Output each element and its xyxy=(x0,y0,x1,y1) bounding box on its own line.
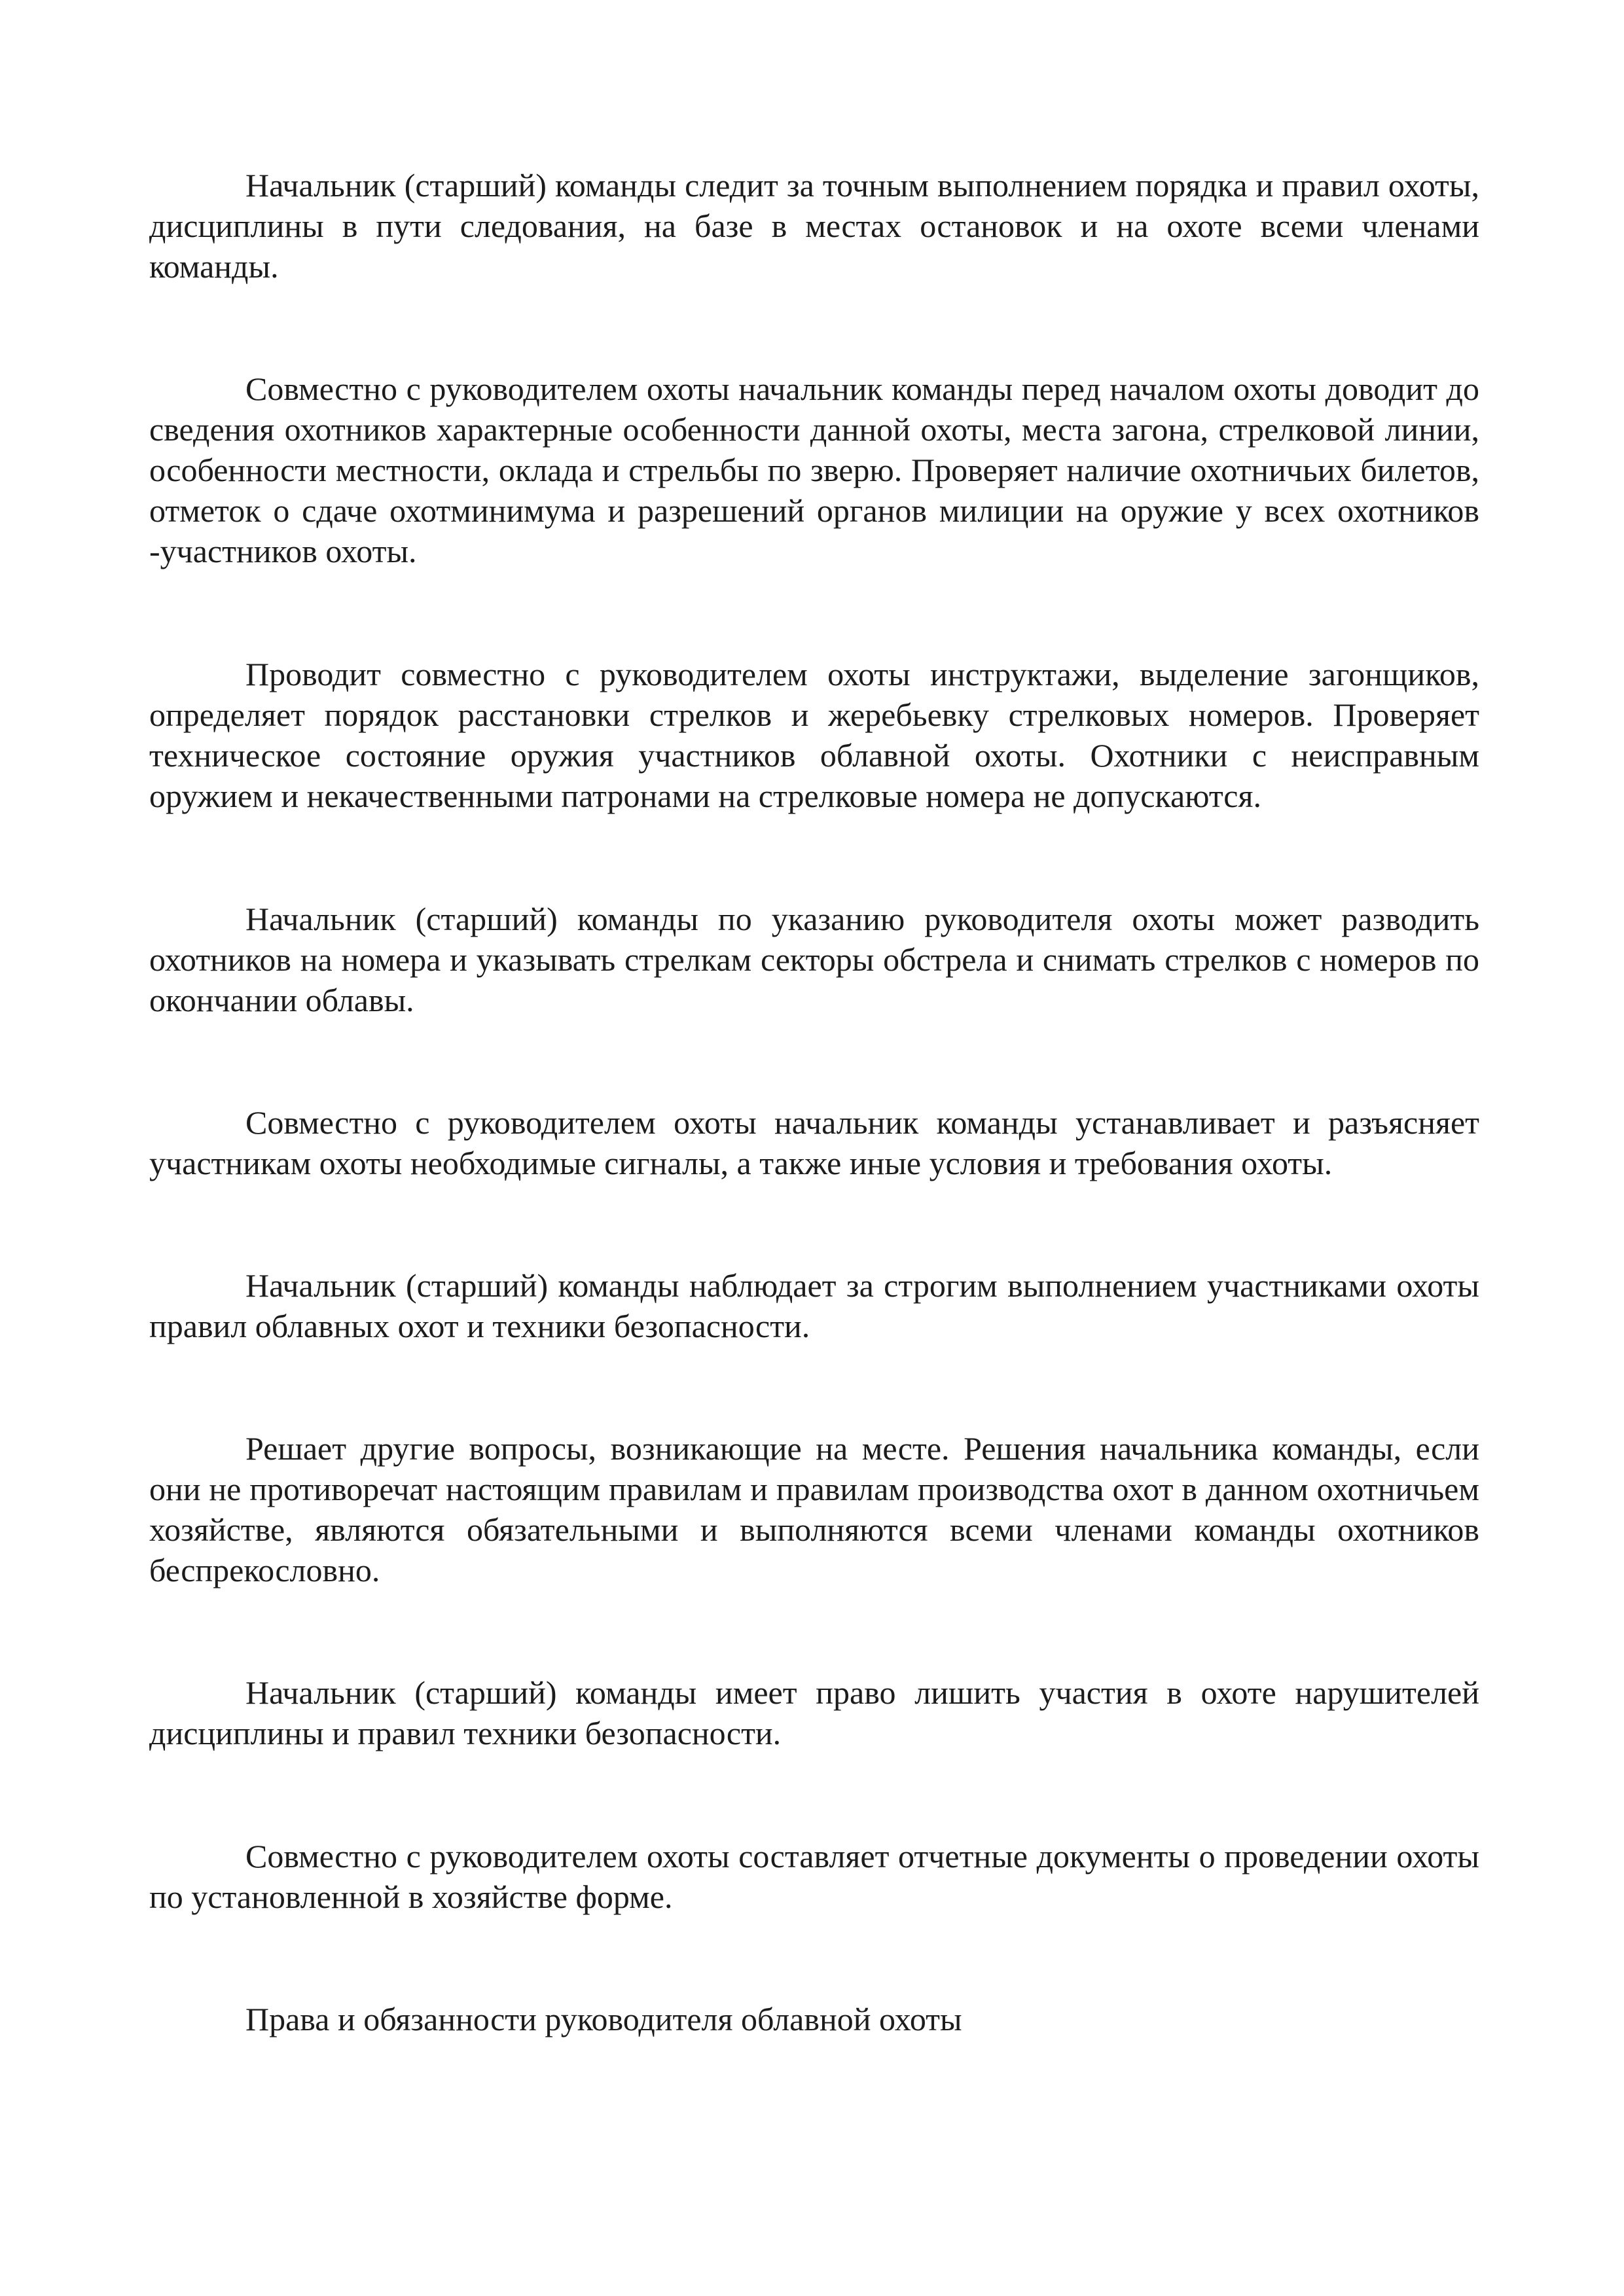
paragraph-placing-shooters: Начальник (старший) команды по указанию руководителя охоты может разводить охотников на номера и указывать стрелкам секторы обстрела и снимать стрелков с номеров по окончании облавы. xyxy=(149,901,1479,1018)
paragraph-exclusion-right: Начальник (старший) команды имеет право лишить участия в охоте нарушителей дисциплины и правил техники безопасности. xyxy=(149,1674,1479,1751)
paragraph-safety-supervision: Начальник (старший) команды наблюдает за строгим выполнением участниками охоты правил облавных охот и техники безопасности. xyxy=(149,1267,1479,1344)
paragraph-other-decisions: Решает другие вопросы, возникающие на месте. Решения начальника команды, если они не противоречат настоящим правилам и правилам производства охот в данном охотничьем хозяйстве, являются обязательными и выполняются всеми членами команды охотников беспрекословно. xyxy=(149,1430,1479,1588)
paragraph-briefing-and-checks: Совместно с руководителем охоты начальник команды перед началом охоты доводит до сведения охотников характерные особенности данной охоты, места загона, стрелковой линии, особенности местности, оклада и стрельбы по зверю. Проверяет наличие охотничьих билетов, отметок о сдаче охотминимума и разрешений органов милиции на оружие у всех охотников -участников охоты. xyxy=(149,370,1479,569)
paragraph-signals: Совместно с руководителем охоты начальник команды устанавливает и разъясняет участникам охоты необходимые сигналы, а также иные условия и требования охоты. xyxy=(149,1104,1479,1181)
section-heading-hunt-leader-duties: Права и обязанности руководителя облавной охоты xyxy=(245,2001,962,2037)
paragraph-reporting: Совместно с руководителем охоты составляет отчетные документы о проведении охоты по установленной в хозяйстве форме. xyxy=(149,1838,1479,1915)
paragraph-instruction-and-weapons: Проводит совместно с руководителем охоты инструктажи, выделение загонщиков, определяет порядок расстановки стрелков и жеребьевку стрелковых номеров. Проверяет техническое состояние оружия участников облавной охоты. Охотники с неисправным оружием и некачественными патронами на стрелковые номера не допускаются. xyxy=(149,656,1479,814)
paragraph-team-leader-discipline: Начальник (старший) команды следит за точным выполнением порядка и правил охоты, дисциплины в пути следования, на базе в местах остановок и на охоте всеми членами команды. xyxy=(149,167,1479,285)
